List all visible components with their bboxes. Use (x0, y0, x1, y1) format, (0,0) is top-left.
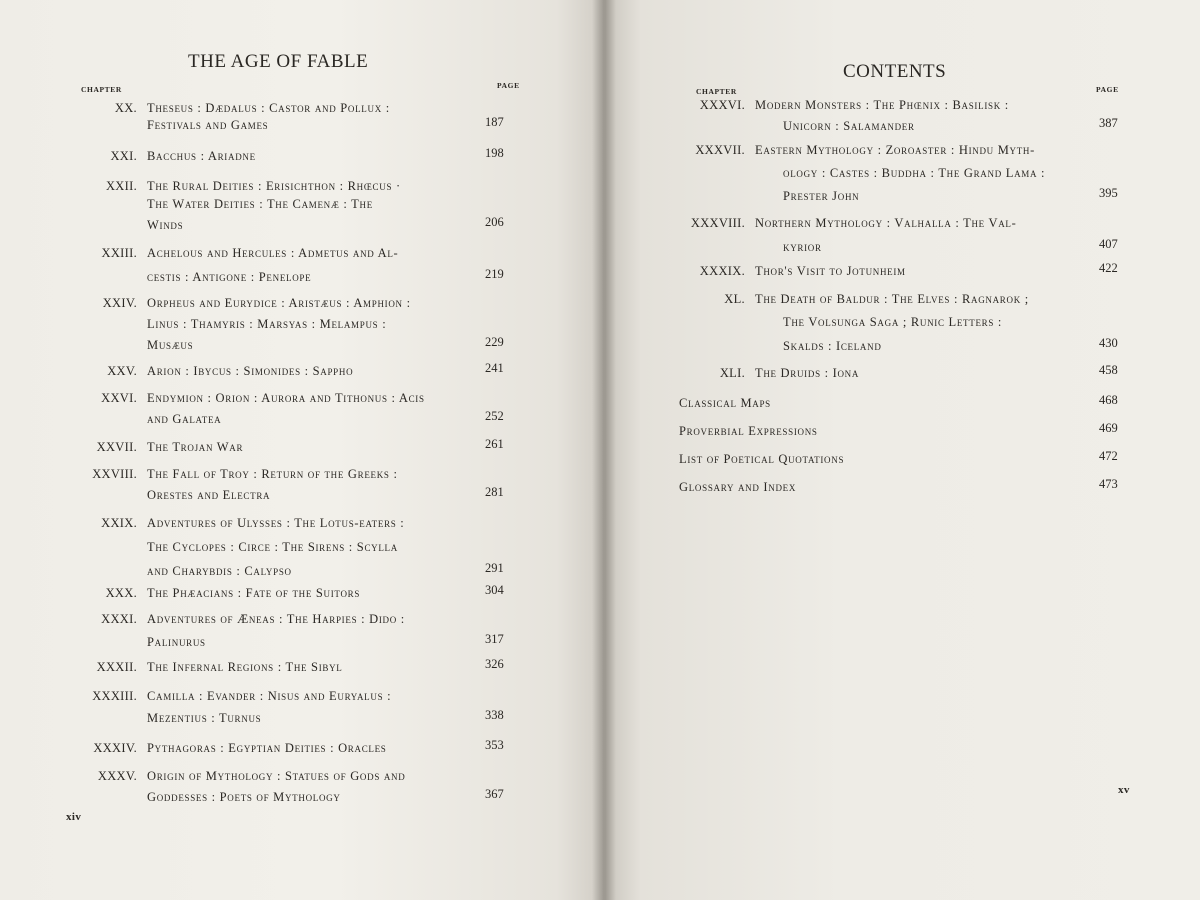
entry-title-line: Achelous and Hercules : Admetus and Al- (147, 246, 399, 260)
entry-title-line: The Infernal Regions : The Sibyl (147, 660, 343, 674)
chapter-number: XX. (114, 101, 137, 115)
chapter-number: XL. (724, 292, 745, 306)
page-number: 317 (485, 632, 504, 646)
chapter-number: XXXV. (97, 769, 137, 783)
entry-title-line: Bacchus : Ariadne (147, 149, 256, 163)
page-column-header: PAGE (497, 81, 520, 90)
entry-title-line: Linus : Thamyris : Marsyas : Melampus : (147, 317, 387, 331)
entry-title-line: The Death of Baldur : The Elves : Ragnarok ; (755, 292, 1029, 306)
entry-title-line: and Charybdis : Calypso (147, 564, 292, 578)
running-head: THE AGE OF FABLE (188, 51, 369, 72)
entry-title-line: Glossary and Index (679, 480, 797, 494)
entry-title-line: Thor's Visit to Jotunheim (755, 264, 906, 278)
page-number: 198 (485, 146, 504, 160)
entry-title-line: kyrior (783, 240, 822, 254)
page-number: 458 (1099, 363, 1118, 377)
entry-title-line: The Fall of Troy : Return of the Greeks : (147, 467, 398, 481)
entry-title-line: Mezentius : Turnus (147, 711, 262, 725)
entry-title-line: Northern Mythology : Valhalla : The Val- (755, 216, 1017, 230)
page-number: 353 (485, 738, 504, 752)
chapter-number: XXXII. (96, 660, 137, 674)
entry-title-line: Classical Maps (679, 396, 771, 410)
entry-title-line: Origin of Mythology : Statues of Gods and (147, 769, 406, 783)
chapter-number: XXXIII. (92, 689, 137, 703)
page-number: 430 (1099, 336, 1118, 350)
entry-title-line: Winds (147, 218, 184, 232)
entry-title-line: and Galatea (147, 412, 222, 426)
page-number: 326 (485, 657, 504, 671)
entry-title-line: The Cyclopes : Circe : The Sirens : Scylla (147, 540, 398, 554)
entry-title-line: Proverbial Expressions (679, 424, 818, 438)
entry-title-line: Orpheus and Eurydice : Aristæus : Amphion : (147, 296, 411, 310)
chapter-number: XLI. (719, 366, 745, 380)
chapter-number: XXII. (105, 179, 137, 193)
entry-title-line: Modern Monsters : The Phœnix : Basilisk : (755, 98, 1009, 112)
entry-title-line: cestis : Antigone : Penelope (147, 270, 312, 284)
page-number: 473 (1099, 477, 1118, 491)
entry-title-line: Unicorn : Salamander (783, 119, 915, 133)
entry-title-line: Arion : Ibycus : Simonides : Sappho (147, 364, 354, 378)
chapter-number: XXI. (110, 149, 137, 163)
chapter-number: XXV. (107, 364, 137, 378)
page-number: 422 (1099, 261, 1118, 275)
page-number: 472 (1099, 449, 1118, 463)
page-number: 291 (485, 561, 504, 575)
entry-title-line: List of Poetical Quotations (679, 452, 845, 466)
page-number: 387 (1099, 116, 1118, 130)
entry-title-line: Adventures of Ulysses : The Lotus-eaters : (147, 516, 405, 530)
entry-title-line: The Volsunga Saga ; Runic Letters : (783, 315, 1003, 329)
chapter-number: XXVI. (101, 391, 137, 405)
page-number: 367 (485, 787, 504, 801)
chapter-number: XXXVIII. (690, 216, 745, 230)
entry-title-line: Skalds : Iceland (783, 339, 882, 353)
chapter-number: XXXI. (101, 612, 137, 626)
entry-title-line: Palinurus (147, 635, 206, 649)
entry-title-line: Theseus : Dædalus : Castor and Pollux : (147, 101, 390, 115)
entry-title-line: Prester John (783, 189, 860, 203)
entry-title-line: Orestes and Electra (147, 488, 271, 502)
chapter-number: XXIX. (101, 516, 137, 530)
entry-title-line: Pythagoras : Egyptian Deities : Oracles (147, 741, 387, 755)
entry-title-line: Festivals and Games (147, 118, 269, 132)
page-number: 338 (485, 708, 504, 722)
chapter-number: XXVII. (96, 440, 137, 454)
chapter-number: XXX. (105, 586, 137, 600)
entry-title-line: Adventures of Æneas : The Harpies : Dido : (147, 612, 405, 626)
entry-title-line: The Water Deities : The Camenæ : The (147, 197, 373, 211)
page-number: 304 (485, 583, 504, 597)
chapter-number: XXXIV. (93, 741, 137, 755)
running-head: CONTENTS (843, 61, 947, 82)
chapter-column-header: CHAPTER (81, 85, 122, 94)
page-number: 468 (1099, 393, 1118, 407)
page-number: 229 (485, 335, 504, 349)
entry-title-line: Endymion : Orion : Aurora and Tithonus : Acis (147, 391, 425, 405)
page-number: 407 (1099, 237, 1118, 251)
chapter-column-header: CHAPTER (696, 87, 737, 96)
book-gutter (592, 0, 616, 900)
entry-title-line: ology : Castes : Buddha : The Grand Lama : (783, 166, 1046, 180)
page-number: 187 (485, 115, 504, 129)
entry-title-line: The Druids : Iona (755, 366, 860, 380)
page-number: 469 (1099, 421, 1118, 435)
folio: xiv (66, 811, 82, 823)
page-number: 261 (485, 437, 504, 451)
entry-title-line: Musæus (147, 338, 194, 352)
page-number: 252 (485, 409, 504, 423)
entry-title-line: The Rural Deities : Erisichthon : Rhœcus · (147, 179, 401, 193)
page-number: 395 (1099, 186, 1118, 200)
folio: xv (1118, 784, 1130, 796)
entry-title-line: The Phæacians : Fate of the Suitors (147, 586, 361, 600)
entry-title-line: The Trojan War (147, 440, 244, 454)
page-number: 206 (485, 215, 504, 229)
page-number: 219 (485, 267, 504, 281)
entry-title-line: Eastern Mythology : Zoroaster : Hindu Myth- (755, 143, 1035, 157)
chapter-number: XXXVI. (699, 98, 745, 112)
entry-title-line: Goddesses : Poets of Mythology (147, 790, 341, 804)
page-number: 281 (485, 485, 504, 499)
chapter-number: XXIV. (102, 296, 137, 310)
page-number: 241 (485, 361, 504, 375)
entry-title-line: Camilla : Evander : Nisus and Euryalus : (147, 689, 392, 703)
chapter-number: XXVIII. (92, 467, 137, 481)
right-page (605, 0, 1200, 900)
chapter-number: XXIII. (101, 246, 137, 260)
page-column-header: PAGE (1096, 85, 1119, 94)
chapter-number: XXXIX. (699, 264, 745, 278)
chapter-number: XXXVII. (695, 143, 745, 157)
